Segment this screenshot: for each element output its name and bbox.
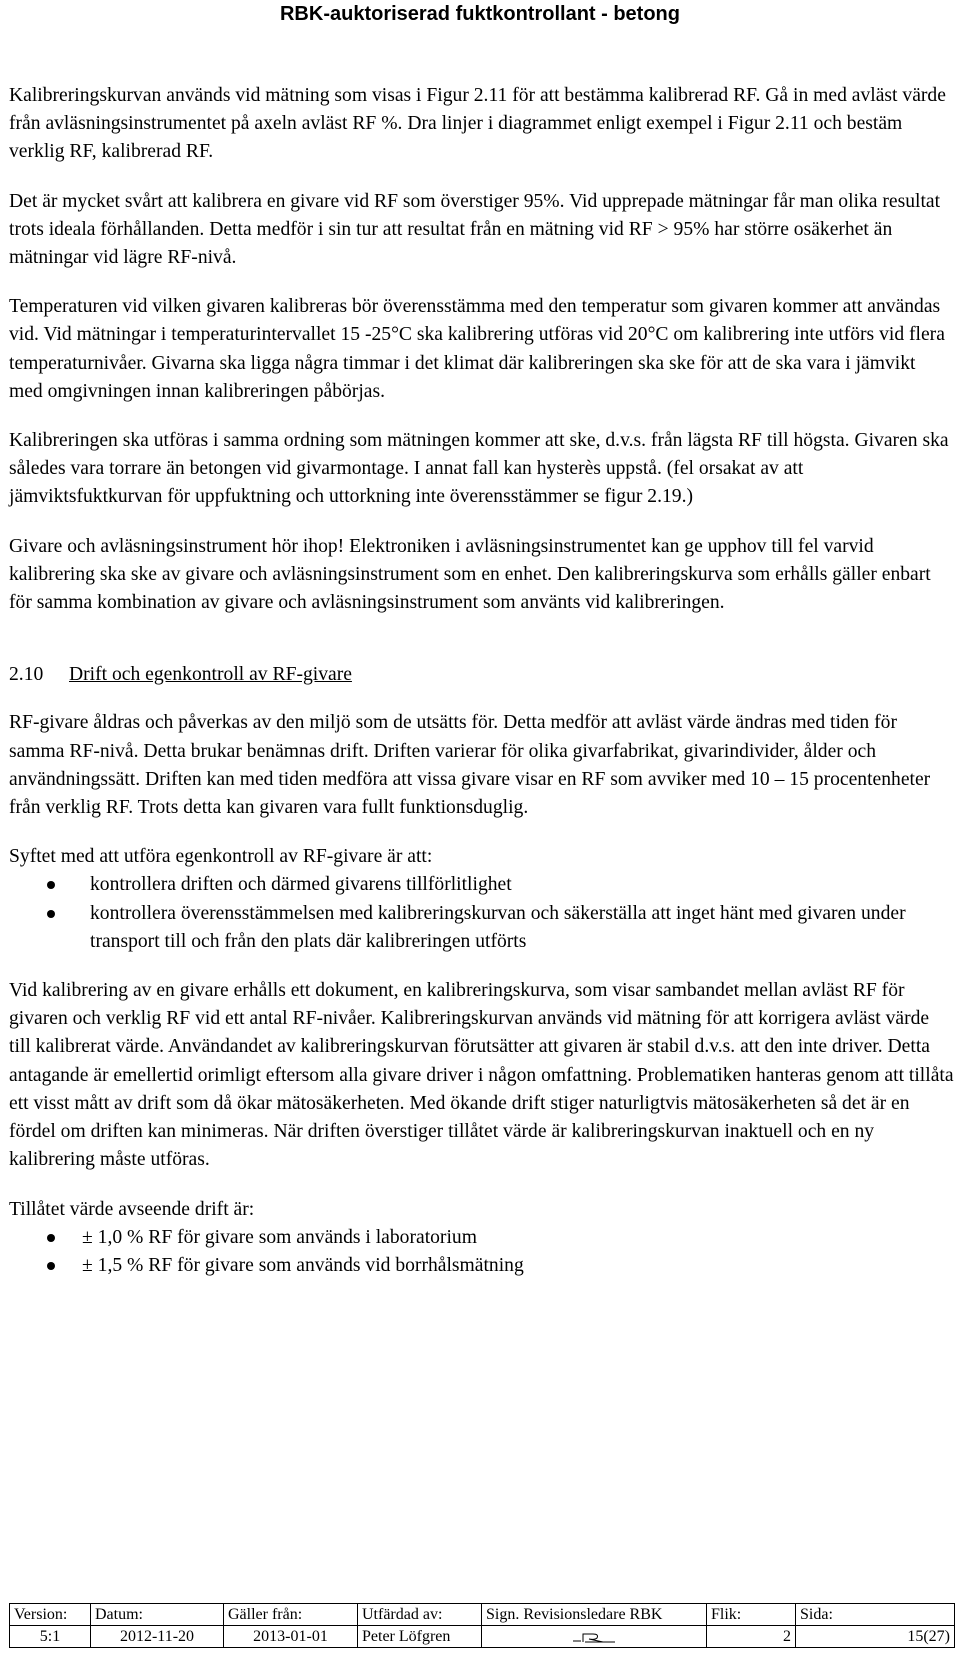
allowed-drift-list: [9, 1224, 954, 1280]
page-header: RBK-auktoriserad fuktkontrollant - betong: [279, 3, 680, 25]
paragraph-high-rf: Det är mycket svårt att kalibrera en givare vid RF som överstiger 95%. Vid upprepade mätningar får man olika resultat trots ideala förhållanden. Detta medför i sin tur att resultat från en mätning vid RF > 95% har större osäkerhet än mätningar vid lägre RF-nivå.: [9, 190, 941, 269]
bullet-icon: [47, 910, 55, 918]
document-body: [9, 82, 954, 1301]
paragraph-temperature: Temperaturen vid vilken givaren kalibreras bör överensstämma med den temperatur som givaren kommer att användas vid. Vid mätningar i temperaturintervallet 15 -25°C ska kalibrering utföras vid 20°C om kalibrering inte utförs vid flera temperaturnivåer. Givarna ska ligga några timmar i det klimat där kalibreringen ska ske för att de ska vara i jämvikt med omgivningen innan kalibreringen påbörjas.: [9, 296, 945, 402]
footer-label-date: Datum:: [91, 1604, 224, 1626]
footer-label-issued-by: Utfärdad av:: [358, 1604, 482, 1626]
paragraph-order: Kalibreringen ska utföras i samma ordning som mätningen kommer att ske, d.v.s. från lägsta RF till högsta. Givaren ska således vara torrare än betongen vid givarmontage. I annat fall kan hysterès uppstå. (fel orsakat av att jämviktsfuktkurvan för uppfuktning och uttorkning inte överensstämmer se figur 2.19.): [9, 430, 949, 508]
bullet-icon: [47, 1262, 55, 1270]
list-item: kontrollera överensstämmelsen med kalibreringskurvan och säkerställa att inget hänt med givaren under transport till och från den plats där kalibreringen utförts: [9, 900, 954, 956]
list-item: kontrollera driften och därmed givarens tillförlitlighet: [9, 871, 954, 899]
footer-valid-from: 2013-01-01: [224, 1626, 358, 1648]
footer-table: [9, 1603, 955, 1648]
footer-label-valid-from: Gäller från:: [224, 1604, 358, 1626]
footer-label-signature: Sign. Revisionsledare RBK: [482, 1604, 707, 1626]
footer-labels-row: [10, 1604, 955, 1626]
footer-label-tab: Flik:: [707, 1604, 796, 1626]
section-number: 2.10: [9, 664, 44, 686]
footer-signature-cell: [482, 1626, 707, 1648]
footer-values-row: [10, 1626, 955, 1648]
paragraph-instrument: Givare och avläsningsinstrument hör ihop! Elektroniken i avläsningsinstrumentet kan ge upphov till fel varvid kalibrering ska ske av givare och avläsningsinstrument som en enhet. Den kalibreringskurva som erhålls gäller enbart för samma kombination av givare och avläsningsinstrument som använts vid kalibreringen.: [9, 535, 931, 614]
section-title: Drift och egenkontroll av RF-givare: [69, 664, 352, 686]
section-heading: [9, 661, 954, 689]
footer-version: 5:1: [10, 1626, 91, 1648]
paragraph-calibration-curve: Kalibreringskurvan används vid mätning som visas i Figur 2.11 för att bestämma kalibrerad RF. Gå in med avläst värde från avläsningsinstrumentet på axeln avläst RF %. Dra linjer i diagrammet enligt exempel i Figur 2.11 och bestäm verklig RF, kalibrerad RF.: [9, 85, 946, 163]
bullet-icon: [47, 1234, 55, 1242]
bullet-icon: [47, 881, 55, 889]
paragraph-calibration-document: Vid kalibrering av en givare erhålls ett dokument, en kalibreringskurva, som visar sambandet mellan avläst RF för givaren och verklig RF vid ett antal RF-nivåer. Kalibreringskurvan används vid mätning för att korrigera avläst värde till kalibrerat värde. Användandet av kalibreringskurvan förutsätter att givaren är stabil d.v.s. att den inte driver. Detta antagande är emellertid orimligt eftersom alla givare driver i någon omfattning. Problematiken hanteras genom att tillåta ett visst mått av drift som då ökar mätosäkerheten. Med ökande drift stiger naturligtvis mätosäkerheten så det är en fördel om driften kan minimeras. När driften överstiger tillåtet värde är kalibreringskurvan inaktuell och en ny kalibrering måste utföras.: [9, 980, 954, 1171]
footer-tab: 2: [707, 1626, 796, 1648]
paragraph-allowed-drift: Tillåtet värde avseende drift är:: [9, 1198, 255, 1220]
list-item: ± 1,5 % RF för givare som används vid borrhålsmätning: [9, 1252, 954, 1280]
paragraph-purpose: Syftet med att utföra egenkontroll av RF-givare är att:: [9, 846, 433, 868]
footer-date: 2012-11-20: [91, 1626, 224, 1648]
paragraph-drift: RF-givare åldras och påverkas av den miljö som de utsätts för. Detta medför att avläst värde ändras med tiden för samma RF-nivå. Detta brukar benämnas drift. Driften varierar för olika givarfabrikat, givarindivider, ålder och användningssätt. Driften kan med tiden medföra att vissa givare visar en RF som avviker med 10 – 15 procentenheter från verklig RF. Trots detta kan givaren vara fullt funktionsduglig.: [9, 712, 931, 819]
footer-issued-by: Peter Löfgren: [358, 1626, 482, 1648]
list-item: ± 1,0 % RF för givare som används i laboratorium: [9, 1224, 954, 1252]
footer-page: 15(27): [796, 1626, 955, 1648]
signature-image: [569, 1630, 619, 1644]
purpose-list: [9, 871, 954, 956]
footer-label-page: Sida:: [796, 1604, 955, 1626]
footer-label-version: Version:: [10, 1604, 91, 1626]
